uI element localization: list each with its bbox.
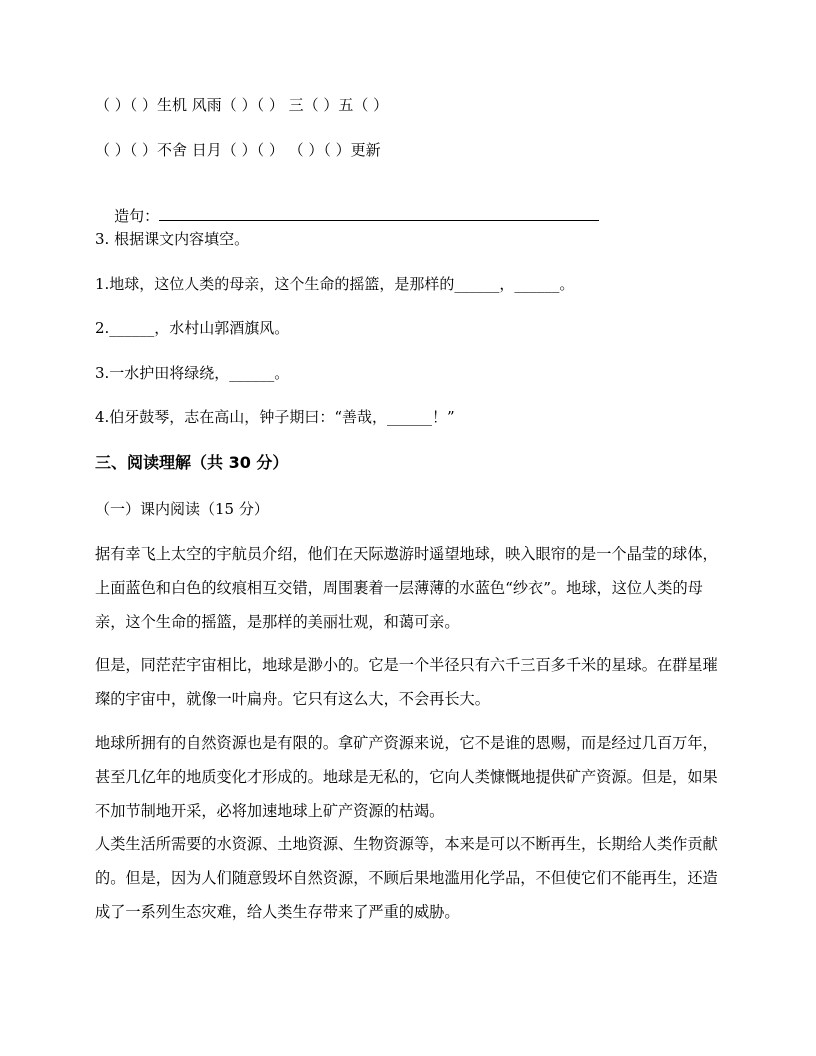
question-3-title: 3. 根据课文内容填空。 (95, 230, 250, 248)
fill-in-idiom-line-1: （ ）（ ）生机 风雨（ ）（ ） 三（ ）五（ ） (95, 96, 389, 114)
question-3-item-3: 3.一水护田将绿绕，______。 (95, 364, 290, 382)
sentence-answer-line (159, 207, 599, 221)
question-3-item-1: 1.地球，这位人类的母亲，这个生命的摇篮，是那样的______，______。 (95, 275, 575, 293)
sentence-label: 造句： (114, 207, 160, 225)
reading-paragraph-1: 据有幸飞上太空的宇航员介绍，他们在天际遨游时遥望地球，映入眼帘的是一个晶莹的球体，上面蓝色和白色的纹痕相互交错，周围裹着一层薄薄的水蓝色“纱衣”。地球，这位人类的母亲，这个生命的摇篮，是那样的美丽壮观，和蔼可亲。 (95, 545, 718, 631)
question-3-item-4: 4.伯牙鼓琴，志在高山，钟子期曰：“善哉，______！” (95, 408, 455, 426)
reading-paragraph-3: 地球所拥有的自然资源也是有限的。拿矿产资源来说，它不是谁的恩赐，而是经过几百万年，甚至几亿年的地质变化才形成的。地球是无私的，它向人类慷慨地提供矿产资源。但是，如果不加节制地开采，必将加速地球上矿产资源的枯竭。 (95, 734, 718, 820)
question-3-item-2: 2.______，水村山郭酒旗风。 (95, 319, 290, 337)
section-three-heading: 三、阅读理解（共 30 分） (95, 453, 289, 472)
reading-paragraph-2: 但是，同茫茫宇宙相比，地球是渺小的。它是一个半径只有六千三百多千米的星球。在群星璀璨的宇宙中，就像一叶扁舟。它只有这么大，不会再长大。 (95, 656, 718, 708)
fill-in-idiom-line-2: （ ）（ ）不舍 日月（ ）（ ） （ ）（ ）更新 (95, 141, 381, 159)
reading-paragraph-4: 人类生活所需要的水资源、土地资源、生物资源等，本来是可以不断再生，长期给人类作贡献的。但是，因为人们随意毁坏自然资源，不顾后果地滥用化学品，不但使它们不能再生，还造成了一系列生态灾难，给人类生存带来了严重的威胁。 (95, 835, 718, 921)
section-subheading: （一）课内阅读（15 分） (95, 500, 269, 518)
